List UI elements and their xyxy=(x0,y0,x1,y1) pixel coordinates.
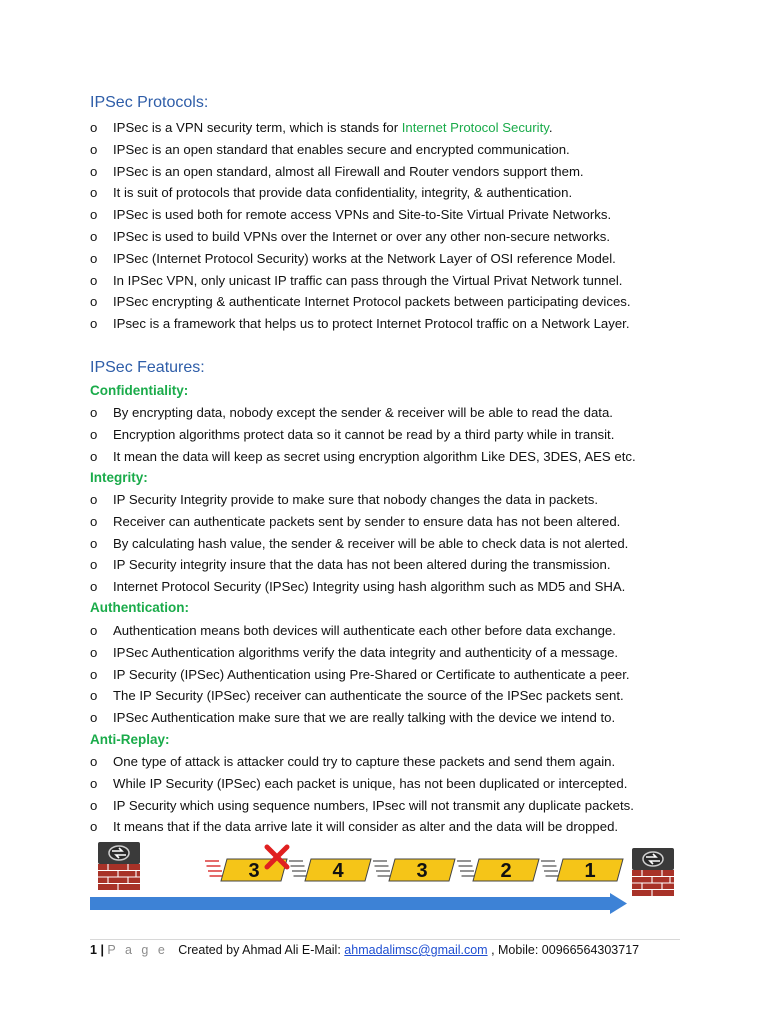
email-link[interactable]: ahmadalimsc@gmail.com xyxy=(344,943,488,957)
list-item-text: IP Security integrity insure that the data has not been altered during the transmission. xyxy=(113,557,611,573)
bullet-marker: o xyxy=(90,644,98,660)
transmission-arrow xyxy=(90,893,627,914)
subheading-integrity: Integrity: xyxy=(90,470,148,485)
list-item-text: IPSec (Internet Protocol Security) works at the Network Layer of OSI reference Model. xyxy=(113,250,616,266)
bullet-marker: o xyxy=(90,666,98,682)
protocol-list-item xyxy=(90,182,730,204)
subheading-anti-replay: Anti-Replay: xyxy=(90,732,170,747)
bullet-marker: o xyxy=(90,250,98,266)
list-item-text: In IPSec VPN, only unicast IP traffic can pass through the Virtual Privat Network tunnel. xyxy=(113,272,623,288)
packet-sequence-number: 3 xyxy=(416,860,428,882)
feature-list-item xyxy=(90,816,730,838)
list-item-text: It mean the data will keep as secret using encryption algorithm Like DES, 3DES, AES etc. xyxy=(113,448,636,464)
bullet-marker: o xyxy=(90,623,98,638)
packet-sequence-number: 4 xyxy=(332,860,344,882)
list-item-text: Internet Protocol Security (IPSec) Integrity using hash algorithm such as MD5 and SHA. xyxy=(113,579,626,595)
protocols-list xyxy=(90,117,730,335)
feature-list-item xyxy=(90,620,730,642)
bullet-marker: o xyxy=(90,185,98,201)
page-footer xyxy=(90,943,639,957)
list-item-text: By calculating hash value, the sender & receiver will be able to check data is not alerted. xyxy=(113,535,629,551)
bullet-marker: o xyxy=(90,579,98,595)
list-item-text: While IP Security (IPSec) each packet is unique, has not been duplicated or intercepted. xyxy=(113,775,628,791)
bullet-marker: o xyxy=(90,557,98,573)
protocol-list-item xyxy=(90,161,730,183)
confidentiality-list xyxy=(90,402,730,467)
protocol-list-item xyxy=(90,291,730,313)
feature-list-item xyxy=(90,707,730,729)
bullet-marker: o xyxy=(90,710,98,726)
list-item-text: IPsec is a framework that helps us to protect Internet Protocol traffic on a Network Layer. xyxy=(113,316,630,332)
list-item-text: It is suit of protocols that provide data confidentiality, integrity, & authentication. xyxy=(113,185,573,201)
bullet-marker: o xyxy=(90,492,98,507)
protocol-list-item xyxy=(90,226,730,248)
bullet-marker: o xyxy=(90,775,98,791)
packet-sequence-number: 3 xyxy=(248,860,260,882)
protocol-list-item xyxy=(90,117,730,139)
list-item-text: IP Security Integrity provide to make sure that nobody changes the data in packets. xyxy=(113,492,599,507)
bullet-marker: o xyxy=(90,120,98,135)
feature-list-item xyxy=(90,402,730,424)
list-item-text: One type of attack is attacker could try to capture these packets and send them again. xyxy=(113,754,616,769)
feature-list-item xyxy=(90,533,730,555)
bullet-marker: o xyxy=(90,207,98,223)
list-item-text: Authentication means both devices will authenticate each other before data exchange. xyxy=(113,623,616,638)
protocol-list-item xyxy=(90,270,730,292)
feature-list-item xyxy=(90,489,730,511)
bullet-marker: o xyxy=(90,819,98,835)
list-item-text: IPSec is an open standard, almost all Firewall and Router vendors support them. xyxy=(113,163,584,179)
bullet-marker: o xyxy=(90,228,98,244)
bullet-marker: o xyxy=(90,294,98,310)
protocol-list-item xyxy=(90,139,730,161)
bullet-marker: o xyxy=(90,163,98,179)
packet-sequence-number: 1 xyxy=(584,860,596,882)
section-title-ipsec-protocols: IPSec Protocols: xyxy=(90,94,209,111)
footer-created-by: Created by Ahmad Ali E-Mail: xyxy=(178,943,341,957)
list-item-text: IPSec Authentication algorithms verify the data integrity and authenticity of a message. xyxy=(113,644,619,660)
list-item-text: IP Security which using sequence numbers, IPsec will not transmit any duplicate packets. xyxy=(113,797,634,813)
protocol-list-item xyxy=(90,204,730,226)
bullet-marker: o xyxy=(90,688,98,704)
subheading-authentication: Authentication: xyxy=(90,600,189,615)
list-item-text: IPSec encrypting & authenticate Internet Protocol packets between participating devices. xyxy=(113,294,631,310)
footer-divider xyxy=(90,939,680,940)
list-item-text: IPSec is a VPN security term, which is stands for xyxy=(113,120,402,135)
list-item-text: IPSec is used both for remote access VPNs and Site-to-Site Virtual Private Networks. xyxy=(113,207,612,223)
list-item-text: By encrypting data, nobody except the sender & receiver will be able to read the data. xyxy=(113,405,613,420)
feature-list-item xyxy=(90,446,730,468)
subheading-confidentiality: Confidentiality: xyxy=(90,383,189,398)
list-item-highlight: Internet Protocol Security xyxy=(401,120,549,135)
feature-list-item xyxy=(90,511,730,533)
authentication-list xyxy=(90,620,730,729)
bullet-marker: o xyxy=(90,316,98,332)
bullet-marker: o xyxy=(90,448,98,464)
list-item-text: IPSec Authentication make sure that we are really talking with the device we intend to. xyxy=(113,710,616,726)
feature-list-item xyxy=(90,554,730,576)
packet-sequence-number: 2 xyxy=(500,860,512,882)
list-item-text: IP Security (IPSec) Authentication using Pre-Shared or Certificate to authenticate a peer. xyxy=(113,666,630,682)
feature-list-item xyxy=(90,642,730,664)
bullet-marker: o xyxy=(90,426,98,442)
bullet-marker: o xyxy=(90,405,98,420)
feature-list-item xyxy=(90,751,730,773)
vpn-router-firewall-icon xyxy=(632,848,674,896)
packet xyxy=(457,859,539,882)
packet xyxy=(289,859,371,882)
bullet-marker: o xyxy=(90,513,98,529)
feature-list-item xyxy=(90,795,730,817)
bullet-marker: o xyxy=(90,754,98,769)
packet xyxy=(541,859,623,882)
anti-replay-list xyxy=(90,751,730,838)
vpn-router-firewall-icon xyxy=(98,842,140,890)
feature-list-item xyxy=(90,685,730,707)
feature-list-item xyxy=(90,424,730,446)
list-item-text: It means that if the data arrive late it will consider as alter and the data will be dropped. xyxy=(113,819,619,835)
integrity-list xyxy=(90,489,730,598)
anti-replay-diagram xyxy=(0,838,768,928)
section-title-ipsec-features: IPSec Features: xyxy=(90,359,205,376)
bullet-marker: o xyxy=(90,141,98,157)
page-word: P a g e xyxy=(107,943,168,957)
bullet-marker: o xyxy=(90,797,98,813)
list-item-text: IPSec is used to build VPNs over the Internet or over any other non-secure networks. xyxy=(113,228,610,244)
feature-list-item xyxy=(90,576,730,598)
page-number: 1 xyxy=(90,943,97,957)
feature-list-item xyxy=(90,664,730,686)
list-item-text: IPSec is an open standard that enables secure and encrypted communication. xyxy=(113,141,570,157)
list-item-text: Encryption algorithms protect data so it cannot be read by a third party while in transit. xyxy=(113,426,615,442)
protocol-list-item xyxy=(90,248,730,270)
list-item-text: Receiver can authenticate packets sent by sender to ensure data has not been altered. xyxy=(113,513,621,529)
bullet-marker: o xyxy=(90,272,98,288)
packet xyxy=(373,859,455,882)
feature-list-item xyxy=(90,773,730,795)
list-item-text: . xyxy=(548,120,553,135)
footer-separator: | xyxy=(100,943,104,957)
bullet-marker: o xyxy=(90,535,98,551)
list-item-text: The IP Security (IPSec) receiver can authenticate the source of the IPSec packets sent. xyxy=(113,688,624,704)
footer-mobile: , Mobile: 00966564303717 xyxy=(491,943,640,957)
protocol-list-item xyxy=(90,313,730,335)
